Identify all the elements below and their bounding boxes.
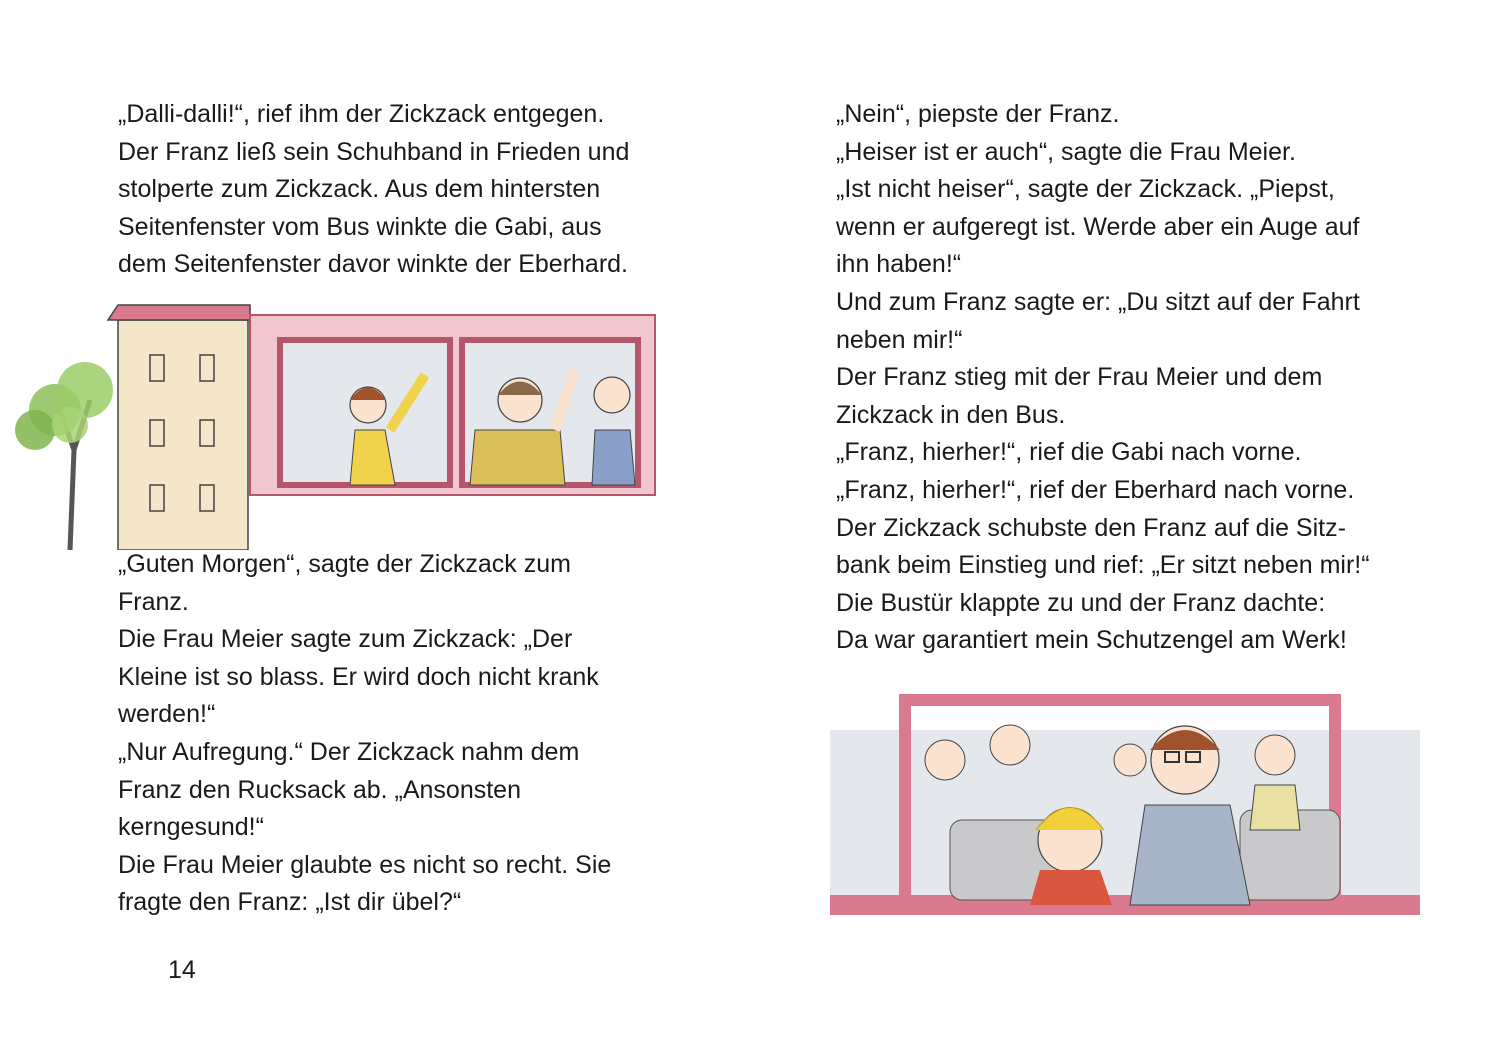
text-line: Die Bustür klappte zu und der Franz dachte:: [836, 588, 1326, 617]
text-line: ihn haben!“: [836, 250, 962, 279]
text-line: bank beim Einstieg und rief: „Er sitzt neben mir!“: [836, 551, 1370, 580]
text-line: „Nein“, piepste der Franz.: [836, 100, 1120, 128]
text-line: Die Frau Meier sagte zum Zickzack: „Der: [118, 625, 573, 654]
text-line: Zickzack in den Bus.: [836, 400, 1066, 429]
text-line: Der Franz stieg mit der Frau Meier und dem: [836, 363, 1323, 392]
tree-icon: [15, 362, 113, 550]
building-icon: [108, 305, 250, 550]
text-line: „Franz, hierher!“, rief die Gabi nach vorne.: [836, 438, 1302, 467]
text-line: dem Seitenfenster davor winkte der Eberhard.: [118, 250, 628, 279]
text-line: Franz den Rucksack ab. „Ansonsten: [118, 775, 521, 804]
text-line: Und zum Franz sagte er: „Du sitzt auf der Fahrt: [836, 287, 1360, 316]
text-line: wenn er aufgeregt ist. Werde aber ein Auge auf: [836, 212, 1360, 241]
text-line: Kleine ist so blass. Er wird doch nicht krank: [118, 662, 599, 691]
text-line: „Heiser ist er auch“, sagte die Frau Meier.: [836, 137, 1296, 166]
bus-interior-icon: [830, 700, 1420, 915]
text-line: Die Frau Meier glaubte es nicht so recht. Sie: [118, 850, 612, 879]
left-top-paragraph: [118, 96, 629, 284]
text-line: „Franz, hierher!“, rief der Eberhard nach vorne.: [836, 475, 1355, 504]
bus-window-illustration: [830, 690, 1420, 930]
text-line: „Nur Aufregung.“ Der Zickzack nahm dem: [118, 737, 580, 766]
left-bottom-paragraph: [118, 546, 611, 922]
page-number: 14: [168, 956, 196, 984]
text-line: werden!“: [118, 700, 216, 729]
text-line: Franz.: [118, 587, 189, 616]
text-line: Seitenfenster vom Bus winkte die Gabi, aus: [118, 212, 602, 241]
right-paragraph: [836, 96, 1370, 660]
text-line: „Guten Morgen“, sagte der Zickzack zum: [118, 550, 571, 578]
text-line: kerngesund!“: [118, 813, 264, 842]
text-line: Der Franz ließ sein Schuhband in Frieden und: [118, 137, 630, 166]
text-line: neben mir!“: [836, 325, 963, 354]
bus-icon: [250, 315, 655, 495]
text-line: stolperte zum Zickzack. Aus dem hintersten: [118, 175, 601, 204]
bus-illustration: [0, 290, 680, 550]
text-line: Der Zickzack schubste den Franz auf die Sitz-: [836, 513, 1346, 542]
text-line: „Ist nicht heiser“, sagte der Zickzack. „Piepst,: [836, 175, 1335, 204]
text-line: fragte den Franz: „Ist dir übel?“: [118, 888, 462, 917]
text-line: „Dalli-dalli!“, rief ihm der Zickzack entgegen.: [118, 100, 605, 128]
text-line: Da war garantiert mein Schutzengel am Werk!: [836, 626, 1347, 655]
